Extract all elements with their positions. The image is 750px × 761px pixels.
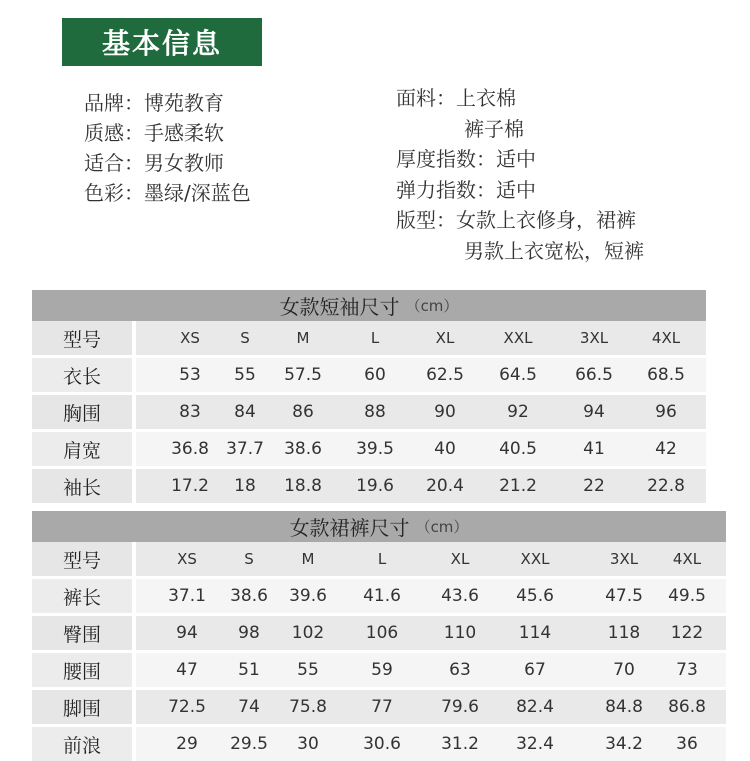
table-title: 女款裙裤尺寸 <box>289 516 410 540</box>
table-cell: 22.8 <box>647 476 685 496</box>
table-cell: 84.8 <box>605 697 643 717</box>
table-header-row <box>32 542 726 576</box>
size-header-cell: XL <box>450 550 470 568</box>
row-label: 肩宽 <box>32 432 136 466</box>
row-values <box>136 395 706 429</box>
table-cell: 98 <box>238 623 260 643</box>
table-cell: 73 <box>676 660 698 680</box>
table-cell: 94 <box>176 623 198 643</box>
table-cell: 37.7 <box>226 439 264 459</box>
table-unit: （cm） <box>415 518 469 536</box>
info-value: 女款上衣修身，裙裤 <box>456 208 636 232</box>
table-cell: 38.6 <box>230 586 268 606</box>
table-cell: 40.5 <box>499 439 537 459</box>
info-color <box>84 178 251 208</box>
table-cell: 74 <box>238 697 260 717</box>
table-cell: 43.6 <box>441 586 479 606</box>
info-suitable <box>84 148 251 178</box>
info-brand <box>84 88 251 118</box>
table-cell: 72.5 <box>168 697 206 717</box>
row-values <box>136 358 706 392</box>
table-cell: 55 <box>297 660 319 680</box>
table-cell: 68.5 <box>647 365 685 385</box>
table-cell: 20.4 <box>426 476 464 496</box>
info-fabric <box>396 83 644 114</box>
table-row <box>32 576 726 613</box>
table-cell: 45.6 <box>516 586 554 606</box>
info-left <box>84 88 251 208</box>
table-cell: 122 <box>670 623 704 643</box>
size-header-cell: 4XL <box>672 550 702 568</box>
size-header-cell: M <box>301 550 315 568</box>
info-label: 品牌： <box>84 91 144 115</box>
row-label: 臀围 <box>32 616 136 650</box>
table-row <box>32 392 706 429</box>
table-cell: 96 <box>655 402 677 422</box>
table-row <box>32 429 706 466</box>
size-header-cell: 4XL <box>651 329 681 347</box>
size-header-cell: L <box>370 329 380 347</box>
table-cell: 22 <box>583 476 605 496</box>
row-values <box>136 616 726 650</box>
info-fit-2 <box>396 236 644 267</box>
table-cell: 60 <box>364 365 386 385</box>
table-title: 女款短袖尺寸 <box>279 295 400 319</box>
table-cell: 118 <box>607 623 641 643</box>
table-cell: 114 <box>518 623 552 643</box>
info-value: 适中 <box>496 177 536 202</box>
size-header-cell: XL <box>435 329 455 347</box>
section-title: 基本信息 <box>62 18 262 66</box>
table-cell: 63 <box>449 660 471 680</box>
table-body <box>32 321 706 503</box>
table-cell: 106 <box>365 623 399 643</box>
table-cell: 66.5 <box>575 365 613 385</box>
info-right <box>396 83 644 266</box>
info-value: 墨绿/深蓝色 <box>144 181 251 205</box>
info-elasticity <box>396 175 644 206</box>
table-cell: 86 <box>292 402 314 422</box>
table-cell: 29.5 <box>230 734 268 754</box>
size-header-cell: S <box>244 550 254 568</box>
table-cell: 77 <box>371 697 393 717</box>
table-cell: 57.5 <box>284 365 322 385</box>
table-cell: 90 <box>434 402 456 422</box>
table-cell: 70 <box>613 660 635 680</box>
row-values <box>136 579 726 613</box>
table-cell: 55 <box>234 365 256 385</box>
table-cell: 47.5 <box>605 586 643 606</box>
table-cell: 41 <box>583 439 605 459</box>
table-cell: 39.5 <box>356 439 394 459</box>
info-label: 弹力指数： <box>396 177 496 202</box>
table-header <box>32 290 706 321</box>
size-header-cell: M <box>296 329 310 347</box>
table-cell: 18 <box>234 476 256 496</box>
table-cell: 34.2 <box>605 734 643 754</box>
info-label: 质感： <box>84 121 144 145</box>
table-cell: 94 <box>583 402 605 422</box>
table-cell: 18.8 <box>284 476 322 496</box>
info-fabric-2 <box>396 114 644 145</box>
table-cell: 67 <box>524 660 546 680</box>
row-values <box>136 321 706 355</box>
row-label: 脚围 <box>32 690 136 724</box>
row-label: 型号 <box>32 321 136 355</box>
table-cell: 32.4 <box>516 734 554 754</box>
table-cell: 41.6 <box>363 586 401 606</box>
table-cell: 31.2 <box>441 734 479 754</box>
row-label: 腰围 <box>32 653 136 687</box>
table-row <box>32 613 726 650</box>
row-label: 裤长 <box>32 579 136 613</box>
row-label: 袖长 <box>32 469 136 503</box>
table-cell: 38.6 <box>284 439 322 459</box>
info-label: 面料： <box>396 86 456 110</box>
table-cell: 21.2 <box>499 476 537 496</box>
table-cell: 36 <box>676 734 698 754</box>
table-cell: 79.6 <box>441 697 479 717</box>
table-cell: 17.2 <box>171 476 209 496</box>
row-values <box>136 469 706 503</box>
info-label: 适合： <box>84 151 144 175</box>
row-label: 前浪 <box>32 727 136 761</box>
table-cell: 49.5 <box>668 586 706 606</box>
info-label: 色彩： <box>84 181 144 205</box>
info-label: 版型： <box>396 208 456 232</box>
size-table-tops <box>32 290 706 503</box>
table-row <box>32 650 726 687</box>
size-header-cell: XXL <box>520 550 550 568</box>
table-cell: 75.8 <box>289 697 327 717</box>
table-cell: 30.6 <box>363 734 401 754</box>
table-cell: 36.8 <box>171 439 209 459</box>
row-values <box>136 542 726 576</box>
info-fit <box>396 205 644 236</box>
table-cell: 62.5 <box>426 365 464 385</box>
info-label: 厚度指数： <box>396 147 496 171</box>
row-values <box>136 432 706 466</box>
table-cell: 84 <box>234 402 256 422</box>
table-cell: 37.1 <box>168 586 206 606</box>
table-header <box>32 511 726 542</box>
table-cell: 82.4 <box>516 697 554 717</box>
info-value: 博苑教育 <box>144 91 224 115</box>
table-row <box>32 724 726 761</box>
size-header-cell: S <box>240 329 250 347</box>
table-cell: 30 <box>297 734 319 754</box>
table-cell: 47 <box>176 660 198 680</box>
row-values <box>136 727 726 761</box>
info-value: 男女教师 <box>144 151 224 175</box>
size-table-skirt-pants <box>32 511 726 761</box>
table-cell: 110 <box>443 623 477 643</box>
info-thickness <box>396 144 644 175</box>
size-header-cell: 3XL <box>579 329 609 347</box>
table-cell: 42 <box>655 439 677 459</box>
table-row <box>32 687 726 724</box>
info-texture <box>84 118 251 148</box>
table-body <box>32 542 726 761</box>
table-cell: 40 <box>434 439 456 459</box>
table-cell: 51 <box>238 660 260 680</box>
table-unit: （cm） <box>405 297 459 315</box>
size-header-cell: XS <box>177 550 197 568</box>
row-values <box>136 653 726 687</box>
table-cell: 83 <box>179 402 201 422</box>
size-header-cell: 3XL <box>609 550 639 568</box>
table-row <box>32 466 706 503</box>
table-header-row <box>32 321 706 355</box>
row-values <box>136 690 726 724</box>
size-header-cell: L <box>377 550 387 568</box>
row-label: 衣长 <box>32 358 136 392</box>
info-value: 男款上衣宽松，短裤 <box>464 238 644 263</box>
info-value: 手感柔软 <box>144 121 224 145</box>
table-cell: 64.5 <box>499 365 537 385</box>
size-header-cell: XXL <box>503 329 533 347</box>
info-value: 裤子棉 <box>464 116 524 141</box>
size-header-cell: XS <box>180 329 200 347</box>
info-value: 上衣棉 <box>456 86 516 110</box>
table-cell: 39.6 <box>289 586 327 606</box>
table-cell: 19.6 <box>356 476 394 496</box>
row-label: 胸围 <box>32 395 136 429</box>
row-label: 型号 <box>32 542 136 576</box>
table-cell: 102 <box>291 623 325 643</box>
table-cell: 92 <box>507 402 529 422</box>
table-cell: 53 <box>179 365 201 385</box>
table-row <box>32 355 706 392</box>
table-cell: 88 <box>364 402 386 422</box>
table-cell: 59 <box>371 660 393 680</box>
info-value: 适中 <box>496 147 536 171</box>
table-cell: 86.8 <box>668 697 706 717</box>
table-cell: 29 <box>176 734 198 754</box>
